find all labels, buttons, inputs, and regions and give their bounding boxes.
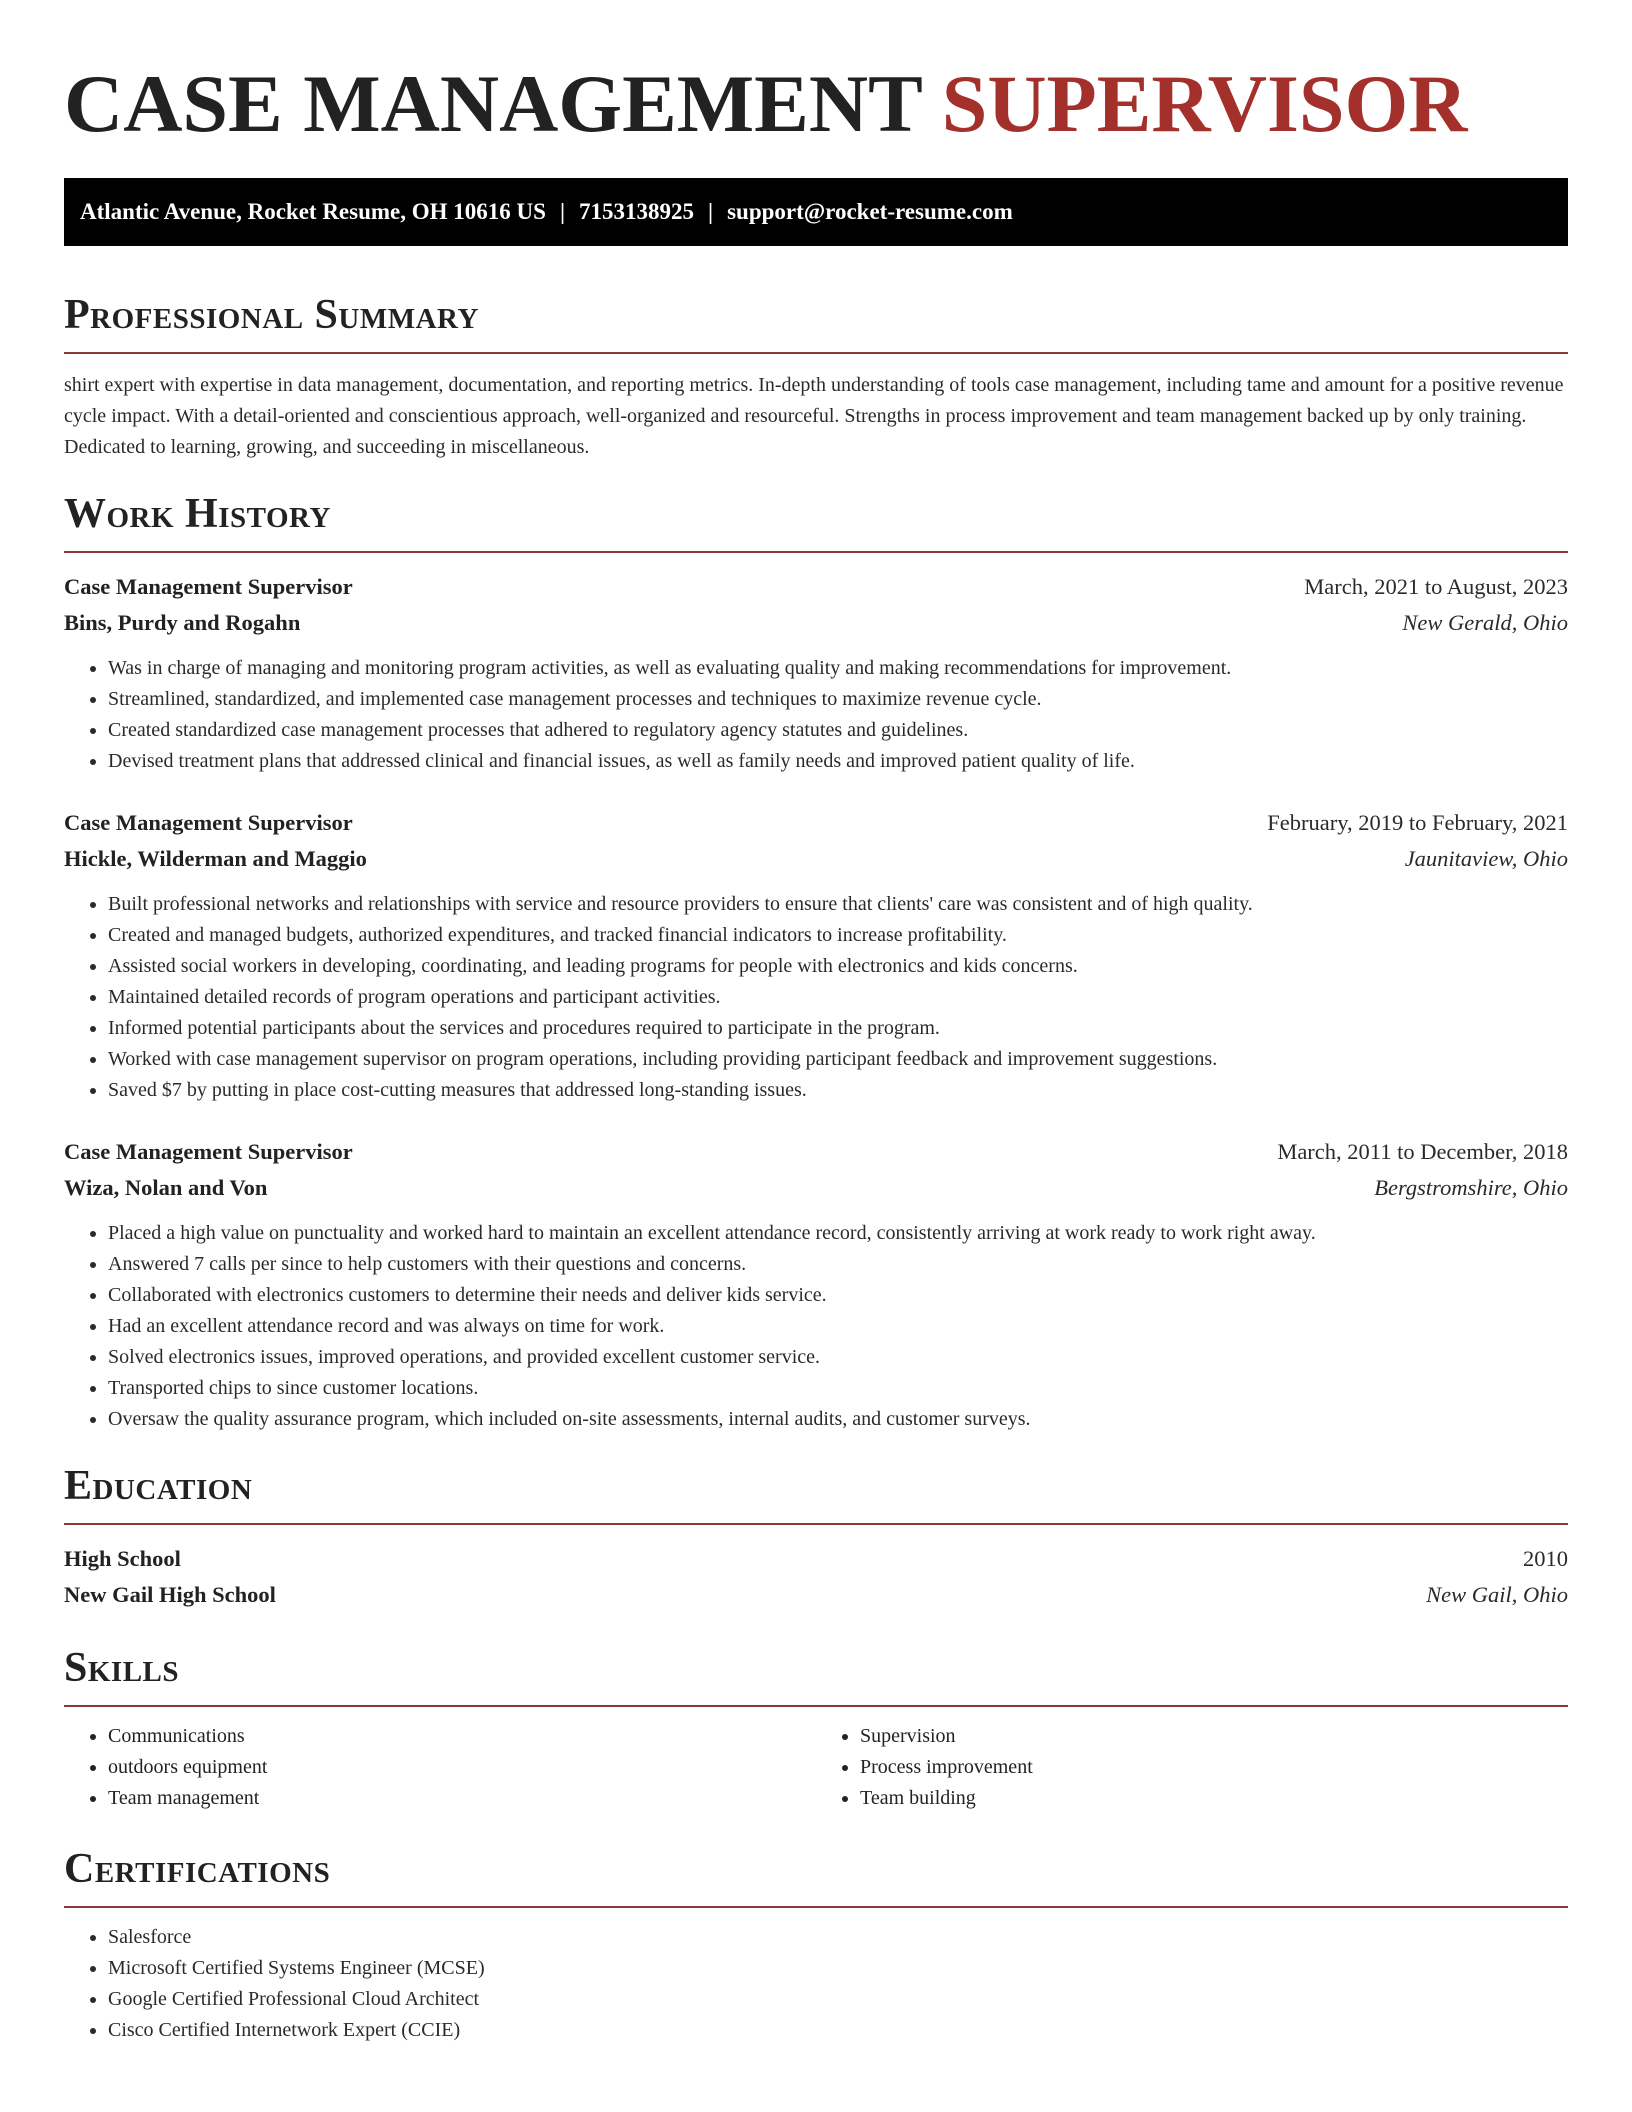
- certifications-section: [64, 1844, 1568, 2046]
- job-bullets: [64, 653, 1568, 777]
- job-bullets: [64, 889, 1568, 1106]
- job-bullet: • Created and managed budgets, authorized expenditures, and tracked financial indicators to increase profitability.: [108, 920, 1568, 951]
- section-divider: [64, 551, 1568, 553]
- job-bullet: • Informed potential participants about the services and procedures required to participate in the program.: [108, 1013, 1568, 1044]
- contact-bar: [64, 178, 1568, 246]
- summary-text: shirt expert with expertise in data management, documentation, and reporting metrics. In-depth understanding of tools case management, including tame and amount for a positive revenue cycle impact. With a detail-oriented and conscientious approach, well-organized and resourceful. Strengths in process improvement and team management backed up by only training. Dedicated to learning, growing, and succeeding in miscellaneous.: [64, 374, 1564, 458]
- section-divider: [64, 1705, 1568, 1707]
- certifications-list: [64, 1922, 1568, 2046]
- certification-item: • Microsoft Certified Systems Engineer (MCSE): [108, 1953, 1568, 1984]
- job-employer: Hickle, Wilderman and Maggio: [64, 846, 367, 871]
- certifications-title: Certifications: [64, 1846, 331, 1892]
- job-bullet: • Streamlined, standardized, and implemented case management processes and techniques to maximize revenue cycle.: [108, 684, 1568, 715]
- skill-item: • Team building: [860, 1783, 1568, 1814]
- name-last: SUPERVISOR: [941, 58, 1468, 149]
- education-title: Education: [64, 1463, 253, 1509]
- skills-section: [64, 1643, 1568, 1814]
- job-subheader: [64, 841, 1568, 877]
- job-bullet: • Oversaw the quality assurance program, which included on-site assessments, internal audits, and customer surveys.: [108, 1404, 1568, 1435]
- job-title: Case Management Supervisor: [64, 574, 353, 599]
- summary-title: Professional Summary: [64, 292, 479, 338]
- job-bullet: • Devised treatment plans that addressed clinical and financial issues, as well as family needs and improved patient quality of life.: [108, 746, 1568, 777]
- job-employer: Wiza, Nolan and Von: [64, 1175, 268, 1200]
- section-divider: [64, 1523, 1568, 1525]
- work-title: Work History: [64, 491, 331, 537]
- job-title: Case Management Supervisor: [64, 810, 353, 835]
- job-bullet: • Saved $7 by putting in place cost-cutting measures that addressed long-standing issues.: [108, 1075, 1568, 1106]
- job-title: Case Management Supervisor: [64, 1139, 353, 1164]
- skill-item: • Supervision: [860, 1721, 1568, 1752]
- job-bullet: • Maintained detailed records of program operations and participant activities.: [108, 982, 1568, 1013]
- skill-item: • Communications: [108, 1721, 816, 1752]
- contact-address: Atlantic Avenue, Rocket Resume, OH 10616 US: [80, 199, 546, 224]
- contact-phone: 7153138925: [579, 199, 695, 224]
- job-entry: [64, 805, 1568, 1106]
- job-entry: [64, 569, 1568, 777]
- education-section: [64, 1461, 1568, 1613]
- job-location: Jaunitaview, Ohio: [1404, 846, 1568, 871]
- job-header: [64, 1134, 1568, 1170]
- job-dates: February, 2019 to February, 2021: [1267, 810, 1568, 835]
- job-bullet: • Assisted social workers in developing, coordinating, and leading programs for people with electronics and kids concerns.: [108, 951, 1568, 982]
- job-header: [64, 569, 1568, 605]
- job-bullet: • Built professional networks and relationships with service and resource providers to ensure that clients' care was consistent and of high quality.: [108, 889, 1568, 920]
- education-subheader: [64, 1577, 1568, 1613]
- job-bullet: • Collaborated with electronics customers to determine their needs and deliver kids service.: [108, 1280, 1568, 1311]
- job-employer: Bins, Purdy and Rogahn: [64, 610, 301, 635]
- job-dates: March, 2021 to August, 2023: [1304, 574, 1568, 599]
- skills-list-left: [64, 1721, 816, 1814]
- contact-email: support@rocket-resume.com: [727, 199, 1013, 224]
- job-location: Bergstromshire, Ohio: [1374, 1175, 1568, 1200]
- job-bullet: • Created standardized case management processes that adhered to regulatory agency statutes and guidelines.: [108, 715, 1568, 746]
- contact-separator: |: [559, 199, 566, 224]
- education-year: 2010: [1523, 1546, 1568, 1571]
- skill-item: • Process improvement: [860, 1752, 1568, 1783]
- skills-list-right: [816, 1721, 1568, 1814]
- job-bullet: • Worked with case management supervisor on program operations, including providing participant feedback and improvement suggestions.: [108, 1044, 1568, 1075]
- skill-item: • Team management: [108, 1783, 816, 1814]
- section-divider: [64, 1906, 1568, 1908]
- job-dates: March, 2011 to December, 2018: [1277, 1139, 1568, 1164]
- certification-item: • Salesforce: [108, 1922, 1568, 1953]
- section-divider: [64, 352, 1568, 354]
- education-location: New Gail, Ohio: [1426, 1582, 1568, 1607]
- skills-columns: [64, 1721, 1568, 1814]
- job-bullet: • Solved electronics issues, improved operations, and provided excellent customer service.: [108, 1342, 1568, 1373]
- education-header: [64, 1541, 1568, 1577]
- certification-item: • Cisco Certified Internetwork Expert (CCIE): [108, 2015, 1568, 2046]
- job-bullet: • Had an excellent attendance record and was always on time for work.: [108, 1311, 1568, 1342]
- job-bullets: [64, 1218, 1568, 1435]
- job-bullet: • Was in charge of managing and monitoring program activities, as well as evaluating quality and making recommendations for improvement.: [108, 653, 1568, 684]
- job-location: New Gerald, Ohio: [1402, 610, 1568, 635]
- job-entry: [64, 1134, 1568, 1435]
- job-bullet: • Answered 7 calls per since to help customers with their questions and concerns.: [108, 1249, 1568, 1280]
- work-section: [64, 489, 1568, 1435]
- education-school: New Gail High School: [64, 1582, 276, 1607]
- skills-title: Skills: [64, 1645, 180, 1691]
- contact-separator: |: [708, 199, 714, 224]
- job-bullet: • Transported chips to since customer locations.: [108, 1373, 1568, 1404]
- job-subheader: [64, 605, 1568, 641]
- resume-name: [64, 0, 1568, 176]
- summary-section: [64, 290, 1568, 463]
- skill-item: • outdoors equipment: [108, 1752, 816, 1783]
- job-bullet: • Placed a high value on punctuality and worked hard to maintain an excellent attendance record, consistently arriving at work ready to work right away.: [108, 1218, 1568, 1249]
- name-first: CASE MANAGEMENT: [64, 58, 922, 149]
- job-subheader: [64, 1170, 1568, 1206]
- education-degree: High School: [64, 1546, 181, 1571]
- certification-item: • Google Certified Professional Cloud Architect: [108, 1984, 1568, 2015]
- education-entry: [64, 1541, 1568, 1613]
- job-header: [64, 805, 1568, 841]
